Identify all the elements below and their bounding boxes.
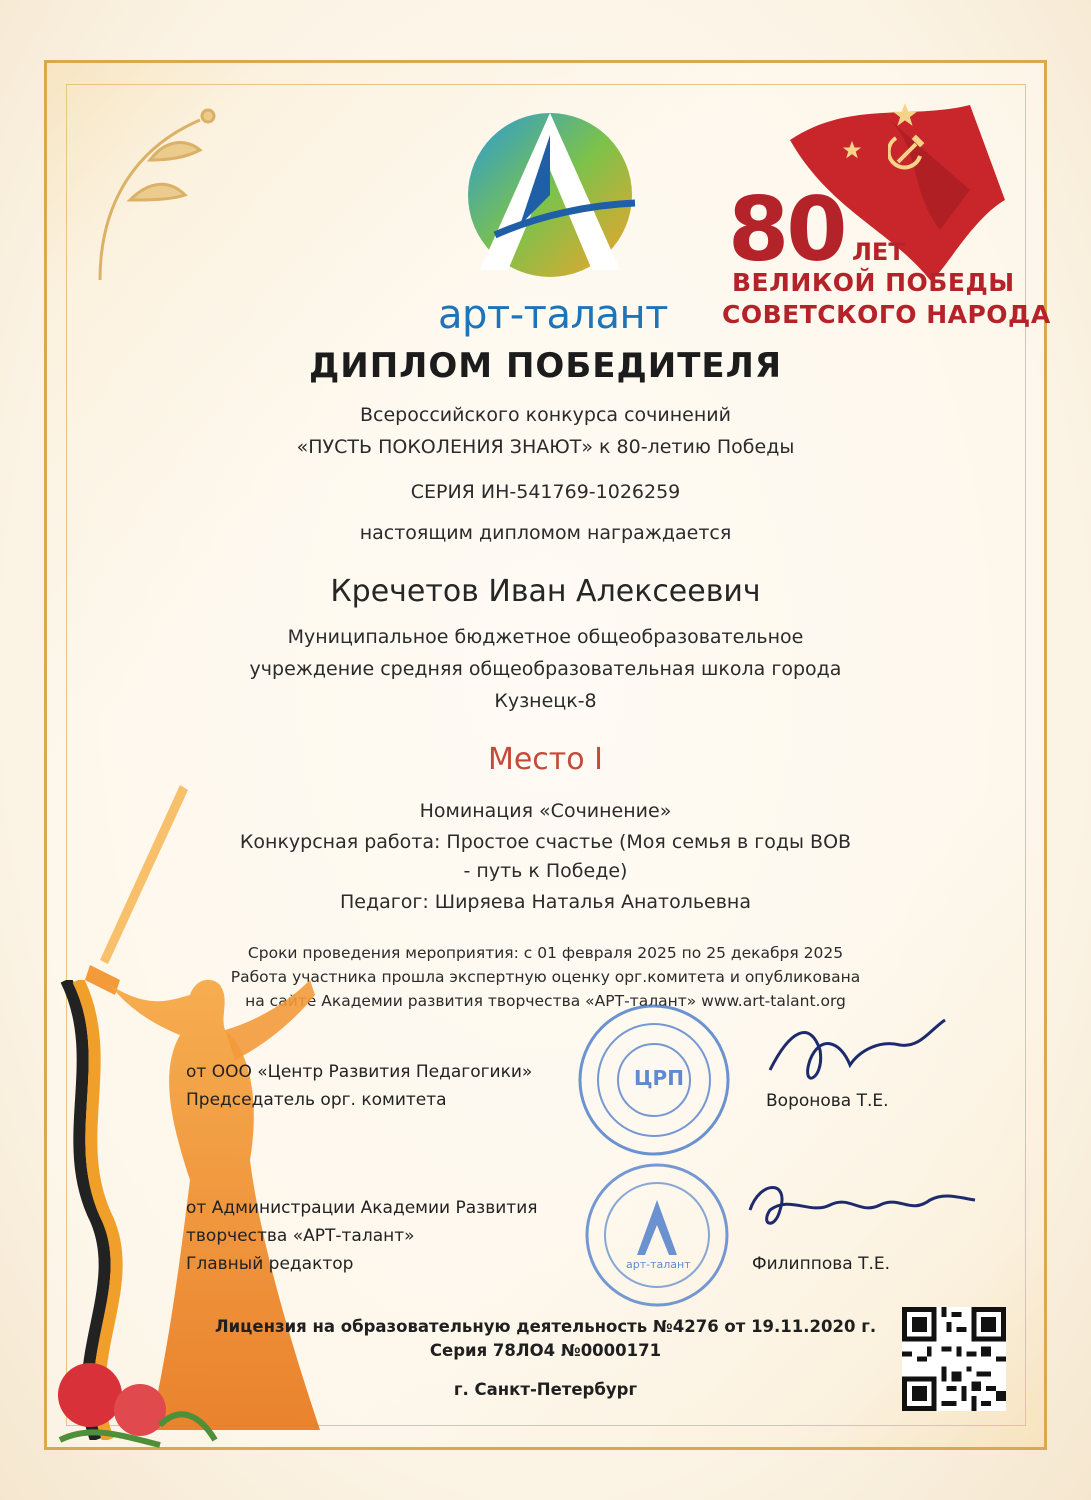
victory-line-2: СОВЕТСКОГО НАРОДА [722, 300, 1051, 329]
art-talant-stamp-icon [582, 1160, 732, 1310]
org-2-line-2: творчества «АРТ-талант» [186, 1226, 415, 1246]
victory-line-1: ВЕЛИКОЙ ПОБЕДЫ [732, 268, 1015, 297]
signer-1-name: Воронова Т.Е. [766, 1091, 889, 1111]
event-dates: Сроки проведения мероприятия: с 01 февраля 2025 по 25 декабря 2025 [247, 944, 844, 962]
publication-note: на сайте Академии развития творчества «АРТ-талант» www.art-talant.org [245, 992, 846, 1010]
signature-filippova-icon [740, 1170, 980, 1250]
signer-2-name: Филиппова Т.Е. [752, 1254, 891, 1274]
org-2-line-3: Главный редактор [186, 1254, 354, 1274]
license-line-1: Лицензия на образовательную деятельность №4276 от 19.11.2020 г. [214, 1317, 877, 1336]
contest-line-2: «ПУСТЬ ПОКОЛЕНИЯ ЗНАЮТ» к 80-летию Победы [296, 436, 795, 458]
expert-review-note: Работа участника прошла экспертную оценку орг.комитета и опубликована [230, 968, 861, 986]
org-2-line-1: от Администрации Академии Развития [186, 1198, 538, 1218]
qr-code-icon [902, 1307, 1006, 1411]
place-award: Место I [487, 742, 604, 777]
nomination: Номинация «Сочинение» [419, 800, 672, 822]
school-line-1: Муниципальное бюджетное общеобразовательное [287, 626, 804, 648]
corner-ornament-icon [90, 90, 240, 290]
org-1-line-1: от ООО «Центр Развития Педагогики» [186, 1062, 533, 1082]
hammer-sickle-icon [888, 130, 928, 170]
school-line-3: Кузнецк-8 [494, 690, 597, 712]
art-talant-logo-icon [460, 95, 640, 295]
carnation-flowers-icon [50, 1345, 220, 1455]
org-1-line-2: Председатель орг. комитета [186, 1090, 447, 1110]
work-title-line-1: Конкурсная работа: Простое счастье (Моя семья в годы ВОВ [239, 831, 852, 853]
awarded-text: настоящим дипломом награждается [359, 522, 732, 544]
crp-stamp-center: ЦРП [634, 1066, 684, 1090]
school-line-2: учреждение средняя общеобразовательная школа города [249, 658, 842, 680]
victory-number: 80 [728, 178, 845, 281]
star-icon [842, 140, 862, 160]
license-line-2: Серия 78ЛО4 №0000171 [429, 1341, 662, 1360]
signature-voronova-icon [760, 1010, 960, 1100]
work-title-line-2: - путь к Победе) [463, 860, 628, 882]
contest-line-1: Всероссийского конкурса сочинений [360, 404, 731, 426]
city: г. Санкт-Петербург [453, 1380, 638, 1399]
victory-years-word: ЛЕТ [852, 238, 905, 266]
recipient-name: Кречетов Иван Алексеевич [330, 574, 761, 609]
art-talant-stamp-center: арт-талант [626, 1258, 691, 1271]
series-number: СЕРИЯ ИН-541769-1026259 [410, 481, 681, 503]
diploma-title: ДИПЛОМ ПОБЕДИТЕЛЯ [308, 346, 783, 386]
brand-name: арт-талант [438, 292, 668, 338]
star-icon [892, 102, 918, 128]
teacher-name: Педагог: Ширяева Наталья Анатольевна [339, 891, 751, 913]
